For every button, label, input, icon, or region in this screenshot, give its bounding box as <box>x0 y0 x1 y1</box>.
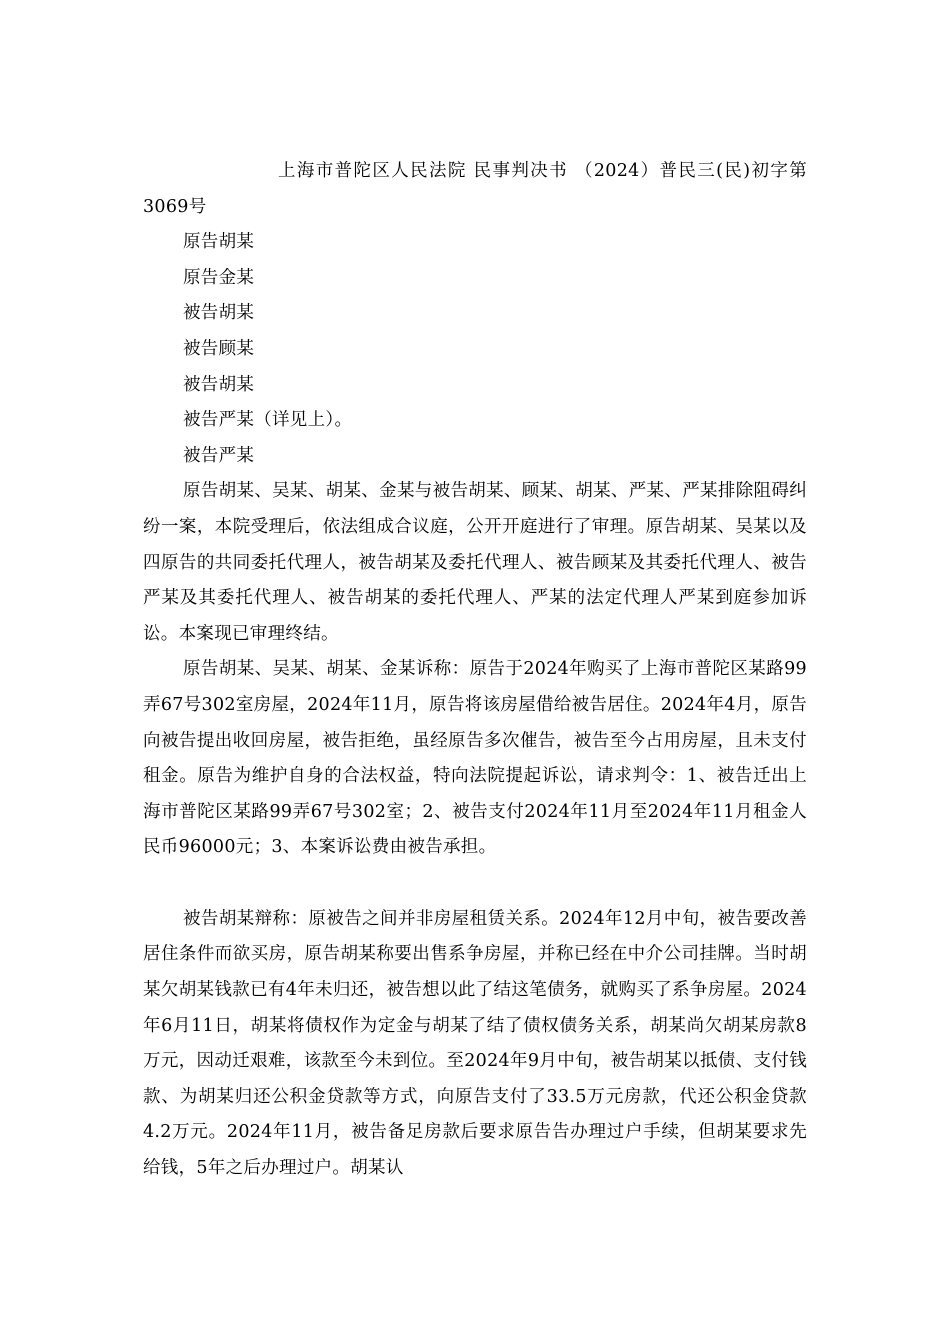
plaintiff-claim-paragraph: 原告胡某、吴某、胡某、金某诉称：原告于2024年购买了上海市普陀区某路99弄67号302室房屋，2024年11月，原告将该房屋借给被告居住。2024年4月，原告向被告提出收回房屋，被告拒绝，虽经原告多次催告，被告至今占用房屋，且未支付租金。原告为维护自身的合法权益，特向法院提起诉讼，请求判令：1、被告迁出上海市普陀区某路99弄67号302室；2、被告支付2024年11月至2024年11月租金人民币96000元；3、本案诉讼费由被告承担。 <box>143 659 807 858</box>
case-intro-paragraph: 原告胡某、吴某、胡某、金某与被告胡某、顾某、胡某、严某、严某排除阻碍纠纷一案，本院受理后，依法组成合议庭，公开开庭进行了审理。原告胡某、吴某以及四原告的共同委托代理人，被告胡某及委托代理人、被告顾某及其委托代理人、被告严某及其委托代理人、被告胡某的委托代理人、严某的法定代理人严某到庭参加诉讼。本案现已审理终结。 <box>143 481 807 644</box>
party-line: 被告顾某 <box>183 338 255 359</box>
paragraph-spacer <box>143 866 807 902</box>
party-line: 被告胡某 <box>183 303 255 324</box>
party-line: 被告严某（详见上）。 <box>183 410 353 431</box>
party-line: 原告金某 <box>183 267 255 288</box>
party-line: 原告胡某 <box>183 232 255 253</box>
judgment-body <box>143 154 807 1187</box>
party-line: 被告严某 <box>183 445 255 466</box>
defendant-defense-paragraph: 被告胡某辩称：原被告之间并非房屋租赁关系。2024年12月中旬，被告要改善居住条件而欲买房，原告胡某称要出售系争房屋，并称已经在中介公司挂牌。当时胡某欠胡某钱款已有4年未归还，被告想以此了结这笔债务，就购买了系争房屋。2024年6月11日，胡某将债权作为定金与胡某了结了债权债务关系，胡某尚欠胡某房款8万元，因动迁艰难，该款至今未到位。至2024年9月中旬，被告胡某以抵债、支付钱款、为胡某归还公积金贷款等方式，向原告支付了33.5万元房款，代还公积金贷款4.2万元。2024年11月，被告备足房款后要求原告告办理过户手续，但胡某要求先给钱，5年之后办理过户。胡某认 <box>143 908 807 1179</box>
party-line: 被告胡某 <box>183 374 255 395</box>
judgment-header: 上海市普陀区人民法院 民事判决书 （2024）普民三(民)初字第3069号 <box>143 161 807 217</box>
